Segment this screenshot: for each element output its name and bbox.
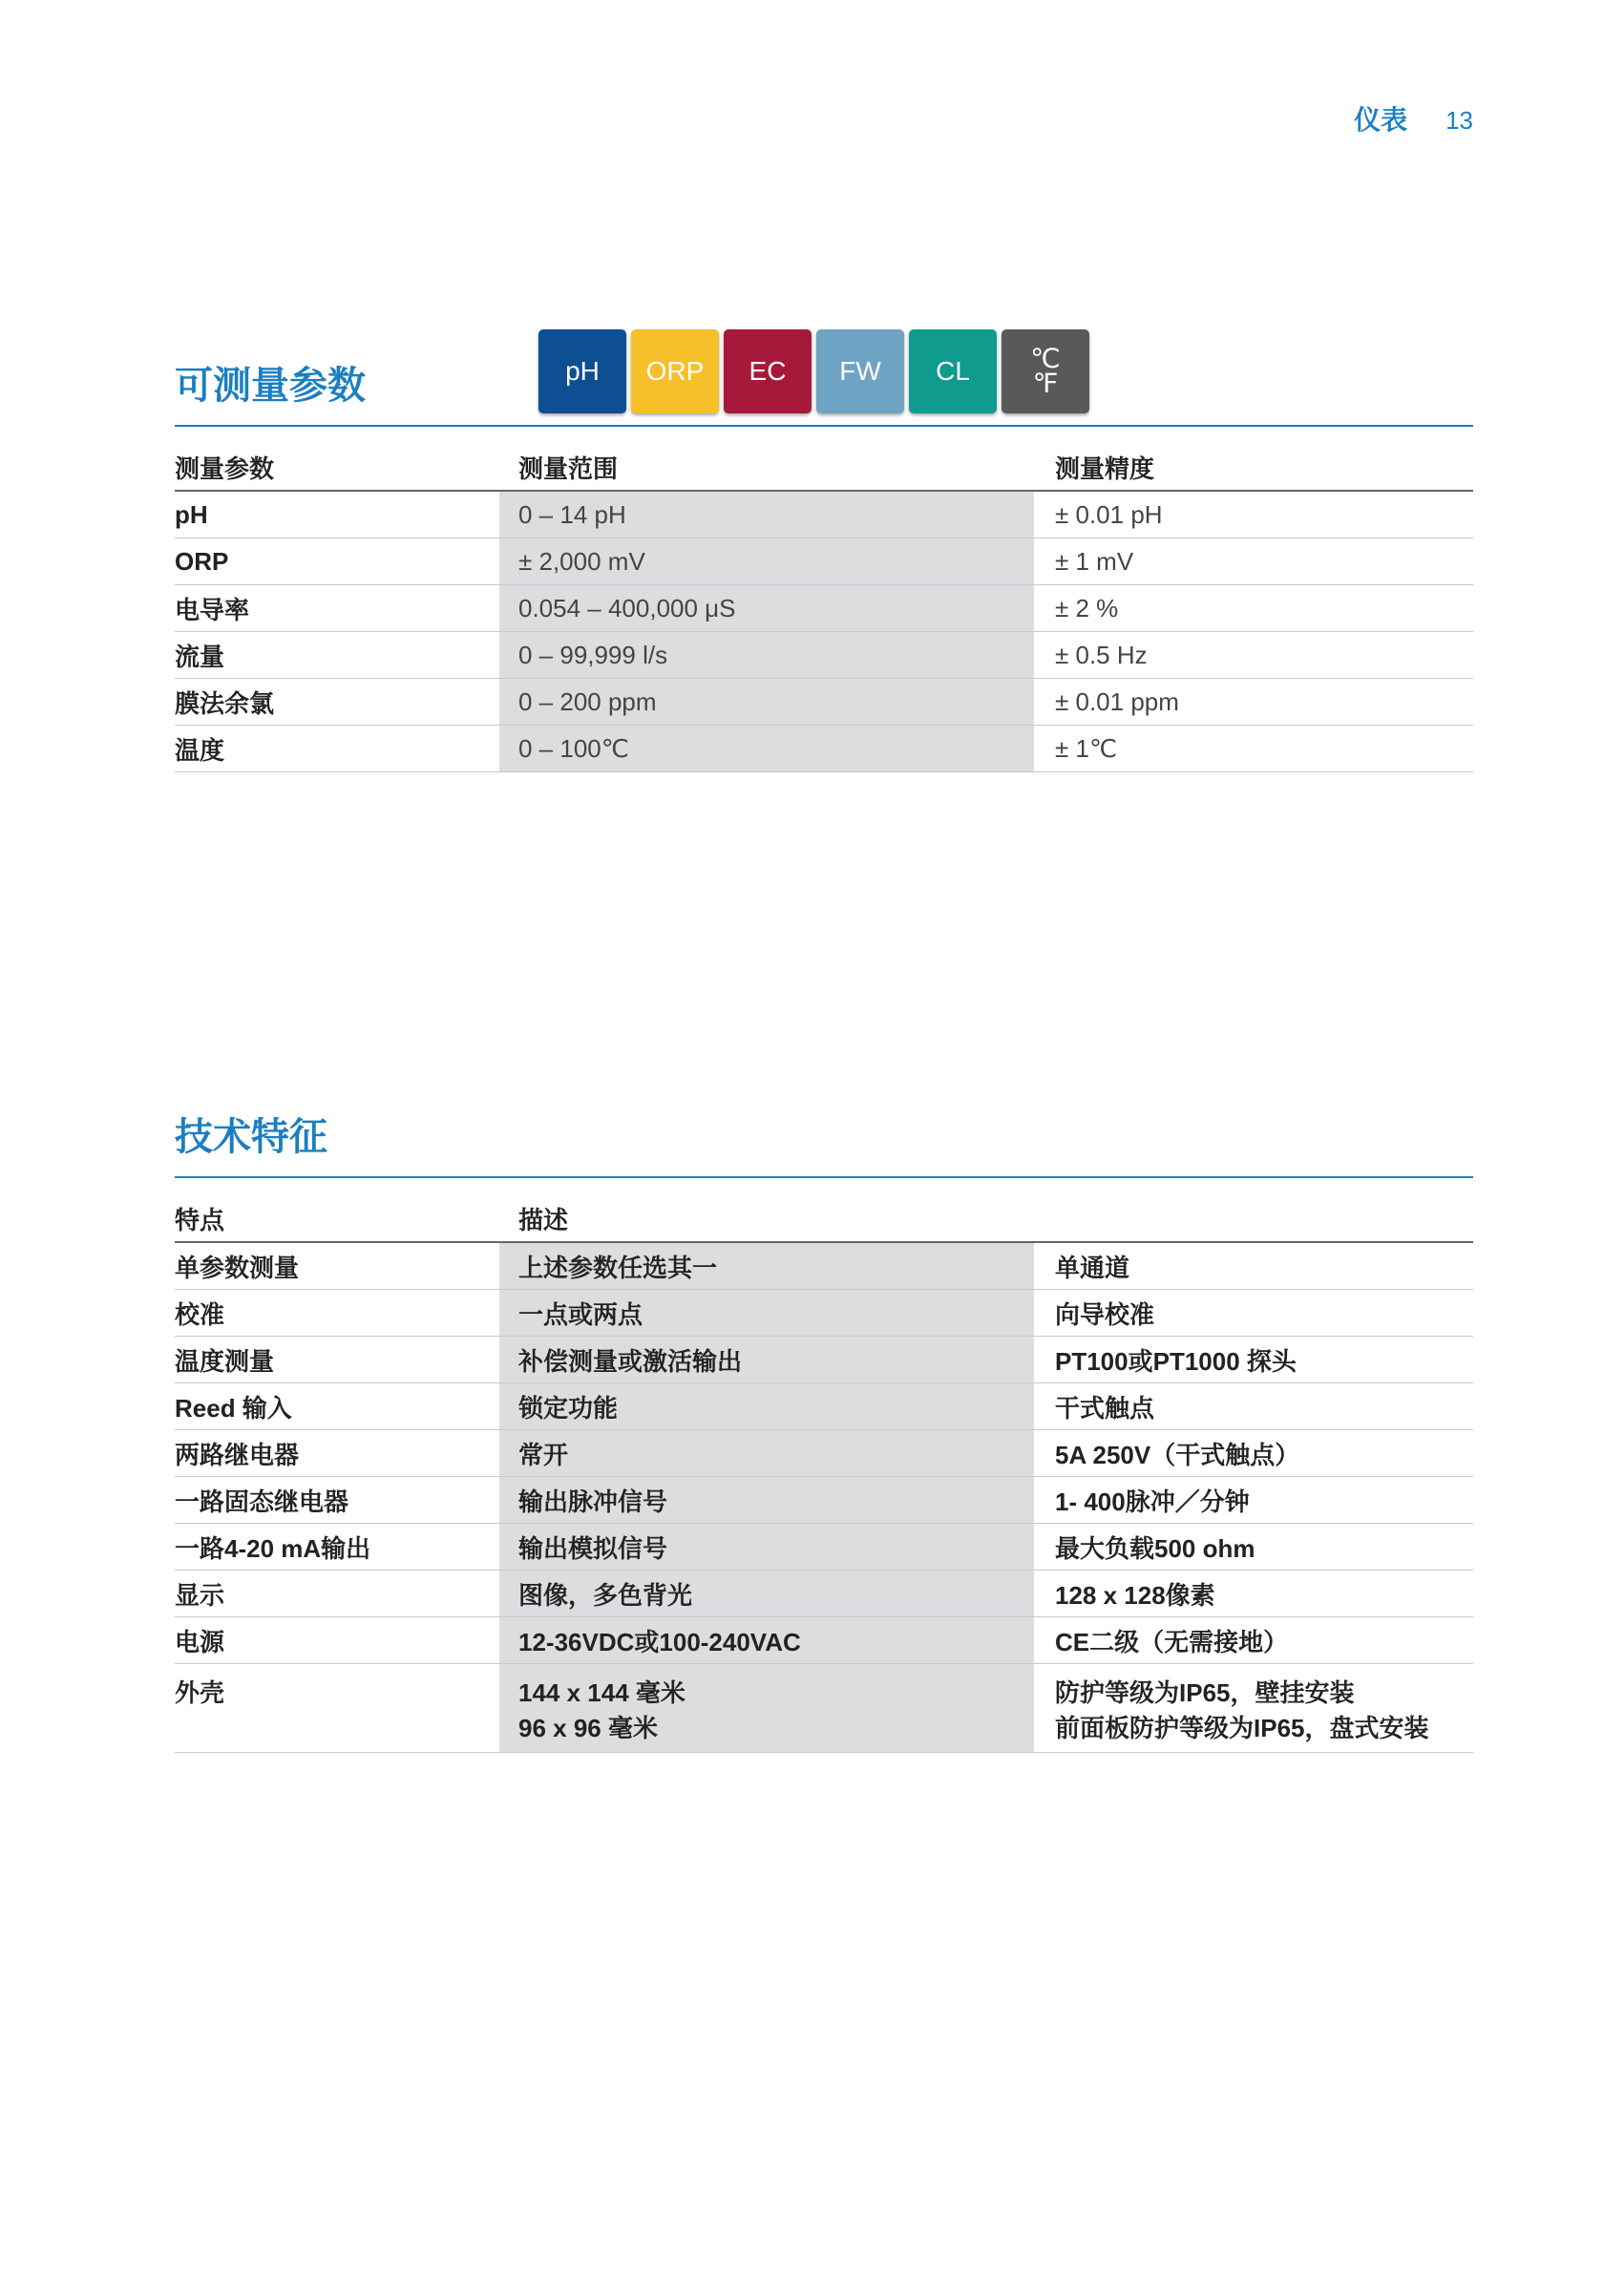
table-header-row [175, 1195, 1473, 1242]
tech-rule [175, 1176, 1473, 1178]
table-row [175, 1383, 1473, 1430]
col-header: 描述 [499, 1195, 1034, 1242]
col-header: 测量范围 [499, 444, 1034, 491]
cell: 外壳 [175, 1664, 499, 1753]
table-row [175, 632, 1473, 679]
table-row [175, 726, 1473, 772]
cell: 补偿测量或激活输出 [499, 1337, 1034, 1383]
cell: 电源 [175, 1617, 499, 1664]
cell: 防护等级为IP65，壁挂安装 前面板防护等级为IP65，盘式安装 [1034, 1664, 1473, 1753]
cell: 温度测量 [175, 1337, 499, 1383]
cell: 电导率 [175, 585, 499, 632]
badge-orp: ORP [631, 329, 719, 413]
table-row [175, 585, 1473, 632]
cell: 一路固态继电器 [175, 1477, 499, 1524]
cell: PT100或PT1000 探头 [1034, 1337, 1473, 1383]
table-row [175, 1477, 1473, 1524]
cell: 5A 250V（干式触点） [1034, 1430, 1473, 1477]
cell: 144 x 144 毫米 96 x 96 毫米 [499, 1664, 1034, 1753]
cell: ± 2,000 mV [499, 538, 1034, 585]
cell: ± 0.01 ppm [1034, 679, 1473, 726]
cell: 单参数测量 [175, 1242, 499, 1290]
cell: 向导校准 [1034, 1290, 1473, 1337]
page-number: 13 [1445, 106, 1473, 135]
cell: 0 – 14 pH [499, 491, 1034, 538]
page-header [1354, 99, 1473, 137]
parameter-badges [538, 329, 1089, 413]
table-row [175, 491, 1473, 538]
cell: 温度 [175, 726, 499, 772]
cell: 校准 [175, 1290, 499, 1337]
cell: 最大负载500 ohm [1034, 1524, 1473, 1571]
cell: Reed 输入 [175, 1383, 499, 1430]
cell: 图像，多色背光 [499, 1571, 1034, 1617]
cell: 12-36VDC或100-240VAC [499, 1617, 1034, 1664]
table-row [175, 1290, 1473, 1337]
badge-fw: FW [816, 329, 904, 413]
cell: 一路4-20 mA输出 [175, 1524, 499, 1571]
cell: 单通道 [1034, 1242, 1473, 1290]
table-row [175, 1664, 1473, 1753]
cell: ± 1 mV [1034, 538, 1473, 585]
cell: 干式触点 [1034, 1383, 1473, 1430]
badge-ec: EC [724, 329, 812, 413]
cell: ± 0.5 Hz [1034, 632, 1473, 679]
cell: 膜法余氯 [175, 679, 499, 726]
measure-title: 可测量参数 [175, 365, 366, 407]
table-row [175, 1242, 1473, 1290]
measure-table [175, 444, 1473, 772]
cell: 输出脉冲信号 [499, 1477, 1034, 1524]
section-name: 仪表 [1354, 105, 1408, 135]
cell: CE二级（无需接地） [1034, 1617, 1473, 1664]
cell: 两路继电器 [175, 1430, 499, 1477]
cell: 一点或两点 [499, 1290, 1034, 1337]
cell: 0 – 200 ppm [499, 679, 1034, 726]
cell: 上述参数任选其一 [499, 1242, 1034, 1290]
table-header-row [175, 444, 1473, 491]
measure-rule [175, 425, 1473, 427]
badge-temperature: ℃ ℉ [1002, 329, 1089, 413]
cell: 0.054 – 400,000 μS [499, 585, 1034, 632]
cell: 流量 [175, 632, 499, 679]
table-row [175, 1571, 1473, 1617]
cell: 输出模拟信号 [499, 1524, 1034, 1571]
cell: pH [175, 491, 499, 538]
cell: 锁定功能 [499, 1383, 1034, 1430]
table-row [175, 538, 1473, 585]
cell: 常开 [499, 1430, 1034, 1477]
col-header: 测量精度 [1034, 444, 1473, 491]
cell: 0 – 100℃ [499, 726, 1034, 772]
col-header [1034, 1195, 1473, 1242]
col-header: 测量参数 [175, 444, 499, 491]
table-row [175, 1337, 1473, 1383]
table-row [175, 1617, 1473, 1664]
cell: 128 x 128像素 [1034, 1571, 1473, 1617]
table-row [175, 679, 1473, 726]
badge-ph: pH [538, 329, 626, 413]
cell: ± 1℃ [1034, 726, 1473, 772]
cell: ± 2 % [1034, 585, 1473, 632]
col-header: 特点 [175, 1195, 499, 1242]
cell: ORP [175, 538, 499, 585]
tech-table [175, 1195, 1473, 1753]
cell: 1- 400脉冲／分钟 [1034, 1477, 1473, 1524]
badge-cl: CL [909, 329, 997, 413]
table-row [175, 1524, 1473, 1571]
table-row [175, 1430, 1473, 1477]
cell: ± 0.01 pH [1034, 491, 1473, 538]
cell: 0 – 99,999 l/s [499, 632, 1034, 679]
tech-title: 技术特征 [175, 1116, 327, 1158]
cell: 显示 [175, 1571, 499, 1617]
